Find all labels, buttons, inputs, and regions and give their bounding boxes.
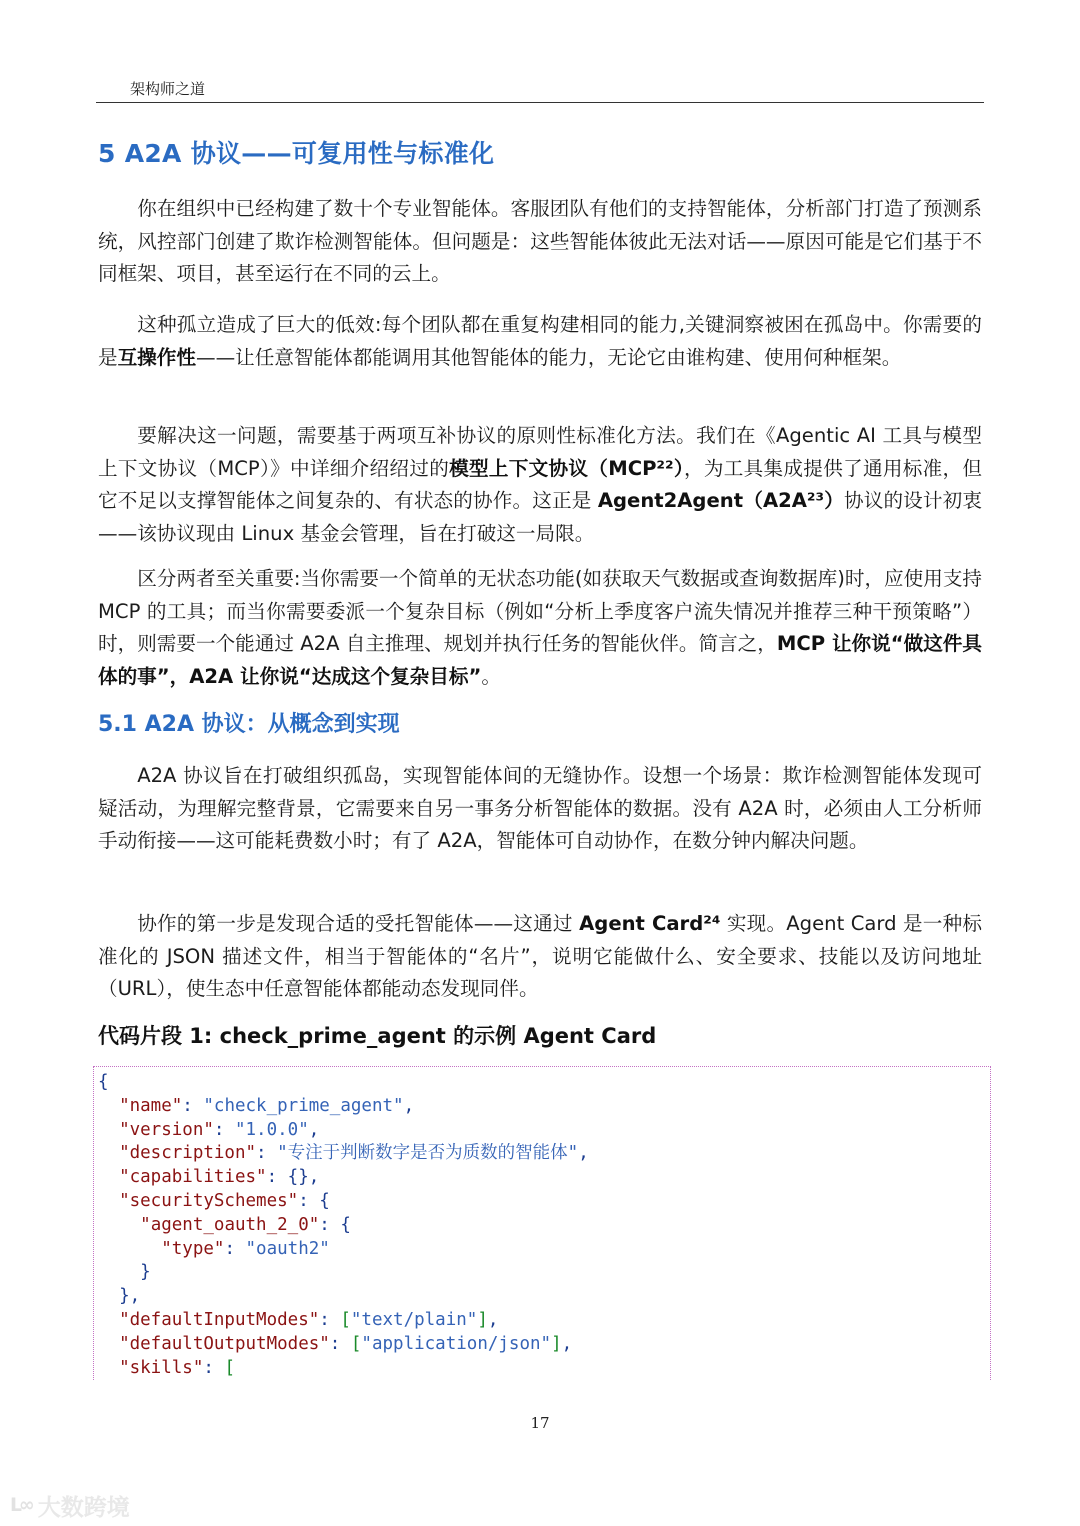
code-caption: 代码片段 1: check_prime_agent 的示例 Agent Card — [98, 1024, 657, 1048]
emphasis-a2a: Agent2Agent（A2A²³） — [597, 489, 844, 512]
paragraph-text: 协作的第一步是发现合适的受托智能体——这通过 — [137, 912, 580, 935]
paragraph-text: 实现。Agent Card 是一种标准化的 JSON 描述文件，相当于智能体的“名片”，说明它能做什么、安全要求、技能以及访问地址（URL），使生态中任意智能体都能动态发现同伴。 — [98, 912, 982, 1000]
json-key-output-modes: "defaultOutputModes" — [119, 1333, 330, 1354]
running-header — [96, 80, 984, 103]
paragraph-text: ——让任意智能体都能调用其他智能体的能力，无论它由谁构建、使用何种框架。 — [195, 345, 902, 369]
json-value-type: "oauth2" — [245, 1238, 330, 1259]
json-value-description: "专注于判断数字是否为质数的智能体" — [277, 1143, 579, 1164]
json-key-type: "type" — [161, 1238, 225, 1259]
paragraph-agent-card — [98, 908, 982, 1006]
paragraph-standardization — [98, 420, 982, 550]
paragraph-text: 你在组织中已经构建了数十个专业智能体。客服团队有他们的支持智能体，分析部门打造了预测系统，风控部门创建了欺诈检测智能体。但问题是：这些智能体彼此无法对话——原因可能是它们基于不同框架、项目，甚至运行在不同的云上。 — [98, 197, 982, 285]
paragraph-text: 。 — [481, 664, 501, 688]
emphasis-agent-card: Agent Card²⁴ — [579, 912, 721, 935]
watermark-logo-icon: ᒪ∞ — [10, 1494, 32, 1516]
json-key-input-modes: "defaultInputModes" — [119, 1309, 320, 1330]
json-key-capabilities: "capabilities" — [119, 1167, 267, 1188]
paragraph-a2a-purpose — [98, 760, 982, 858]
page-number: 17 — [530, 1414, 550, 1432]
code-listing: { "name": "check_prime_agent", "version": "1.0.0", "description": "专注于判断数字是否为质数的智能体", "capabilities": {}, "securitySchemes": { "agent_oauth_2_0": { "type": "oauth2" } }, "defaultInputModes": ["text/plain"], "defaultOutputModes": ["application/json"], "skills": [ — [98, 1072, 589, 1378]
paragraph-intro — [98, 193, 982, 291]
code-block — [93, 1066, 991, 1380]
json-key-version: "version" — [119, 1119, 214, 1140]
paragraph-text: 区分两者至关重要:当你需要一个简单的无状态功能(如获取天气数据或查询数据库)时，应使用支持 MCP 的工具；而当你需要委派一个复杂目标（例如“分析上季度客户流失情况并推荐三种干预策略”）时，则需要一个能通过 A2A 自主推理、规划并执行任务的智能伙伴。简言之， — [98, 567, 983, 655]
paragraph-text: ，为工具集成提供了通用标准，但它不足以支撑智能体之间复杂的、有状态的协作。这正是 — [98, 456, 982, 512]
paragraph-text: 这种孤立造成了巨大的低效:每个团队都在重复构建相同的能力,关键洞察被困在孤岛中。你需要的是 — [98, 313, 982, 369]
section-title: 5 A2A 协议——可复用性与标准化 — [98, 139, 495, 168]
paragraph-comparison — [98, 563, 982, 693]
book-title: 架构师之道 — [130, 80, 206, 98]
emphasis-summary: MCP 让你说“做这件具体的事”，A2A 让你说“达成这个复杂目标” — [98, 632, 983, 688]
watermark-text: 大数跨境 — [37, 1494, 130, 1521]
json-key-name: "name" — [119, 1095, 183, 1116]
paragraph-text: A2A 协议旨在打破组织孤岛，实现智能体间的无缝协作。设想一个场景：欺诈检测智能体发现可疑活动，为理解完整背景，它需要来自另一事务分析智能体的数据。没有 A2A 时，必须由人工分析师手动衔接——这可能耗费数小时；有了 A2A，智能体可自动协作，在数分钟内解决问题。 — [98, 764, 982, 852]
json-key-security-schemes: "securitySchemes" — [119, 1190, 299, 1211]
paragraph-text: 要解决这一问题，需要基于两项互补协议的原则性标准化方法。我们在《Agentic AI 工具与模型上下文协议（MCP）》中详细介绍绍过的 — [98, 424, 982, 480]
paragraph-isolation — [98, 309, 982, 374]
json-value-name: "check_prime_agent" — [203, 1095, 404, 1116]
json-key-oauth: "agent_oauth_2_0" — [140, 1214, 320, 1235]
json-value-version: "1.0.0" — [234, 1119, 309, 1140]
paragraph-text: 协议的设计初衷——该协议现由 Linux 基金会管理，旨在打破这一局限。 — [98, 489, 982, 545]
json-value-input-modes: "text/plain" — [350, 1309, 478, 1330]
subsection-title: 5.1 A2A 协议：从概念到实现 — [98, 712, 400, 737]
json-key-skills: "skills" — [119, 1357, 204, 1378]
watermark — [10, 1490, 130, 1520]
emphasis-mcp: 模型上下文协议（MCP²²） — [449, 456, 684, 480]
json-key-description: "description" — [119, 1143, 257, 1164]
json-value-output-modes: "application/json" — [361, 1333, 552, 1354]
emphasis-interoperability: 互操作性 — [117, 345, 196, 369]
